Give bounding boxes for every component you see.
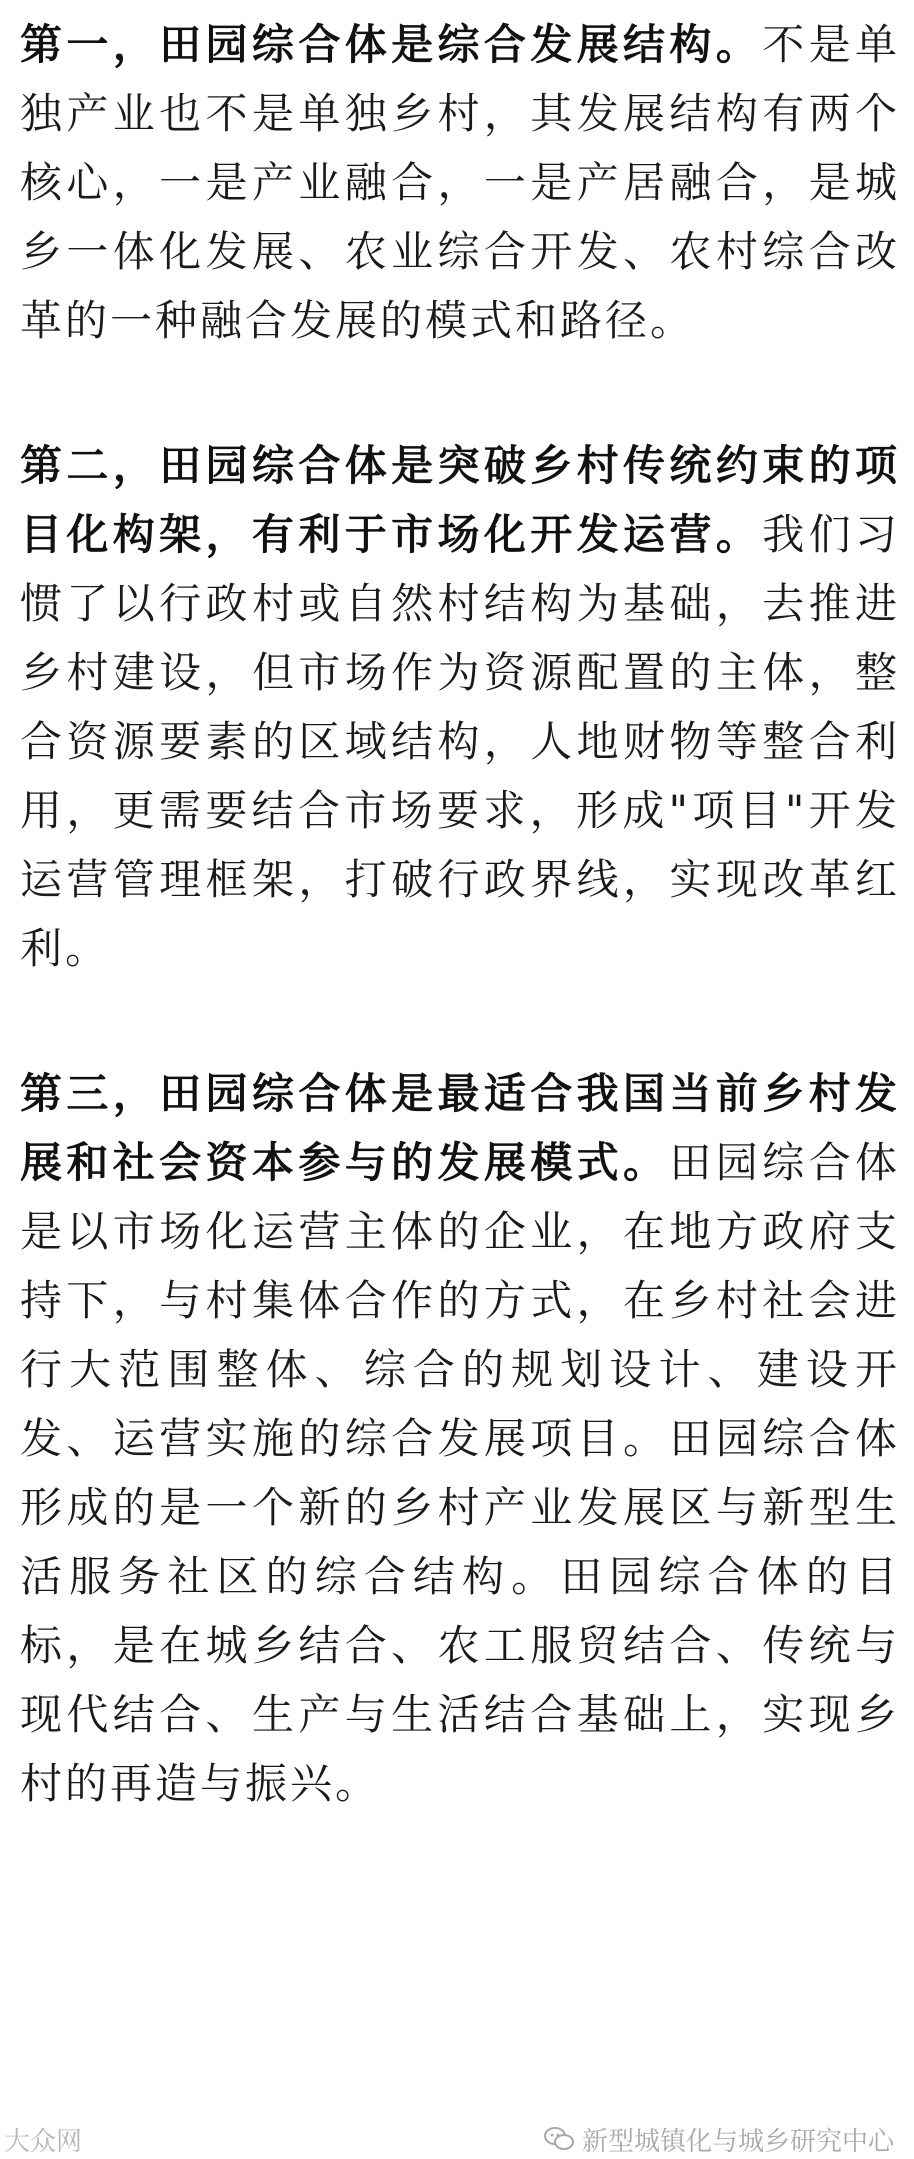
- watermark-left-text: 大众网: [4, 2126, 83, 2157]
- paragraph-1-lead: 第一，田园综合体是综合发展结构。: [20, 20, 763, 69]
- watermark-right: [544, 2121, 914, 2158]
- watermark-left: [0, 2121, 82, 2158]
- watermark-right-text: 新型城镇化与城乡研究中心: [581, 2126, 894, 2157]
- paragraph-1: [20, 0, 900, 355]
- paragraph-1-body: 不是单独产业也不是单独乡村，其发展结构有两个核心，一是产业融合，一是产居融合，是城乡一体化发展、农业综合开发、农村综合改革的一种融合发展的模式和路径。: [20, 20, 900, 345]
- watermark-strip: [0, 2119, 914, 2159]
- paragraph-2: [20, 431, 900, 983]
- paragraph-3: [20, 1059, 900, 1818]
- paragraph-3-body: 田园综合体是以市场化运营主体的企业，在地方政府支持下，与村集体合作的方式，在乡村社会进行大范围整体、综合的规划设计、建设开发、运营实施的综合发展项目。田园综合体形成的是一个新的乡村产业发展区与新型生活服务社区的综合结构。田园综合体的目标，是在城乡结合、农工服贸结合、传统与现代结合、生产与生活结合基础上，实现乡村的再造与振兴。: [20, 1138, 900, 1808]
- paragraph-2-lead: 第二，田园综合体是突破乡村传统约束的项目化构架，有利于市场化开发运营。: [20, 441, 900, 559]
- article-body: [20, 0, 900, 1818]
- paragraph-3-lead: 第三，田园综合体是最适合我国当前乡村发展和社会资本参与的发展模式。: [20, 1069, 900, 1187]
- wechat-icon: [544, 2126, 574, 2152]
- paragraph-2-body: 我们习惯了以行政村或自然村结构为基础，去推进乡村建设，但市场作为资源配置的主体，整合资源要素的区域结构，人地财物等整合利用，更需要结合市场要求，形成"项目"开发运营管理框架，打破行政界线，实现改革红利。: [20, 510, 900, 973]
